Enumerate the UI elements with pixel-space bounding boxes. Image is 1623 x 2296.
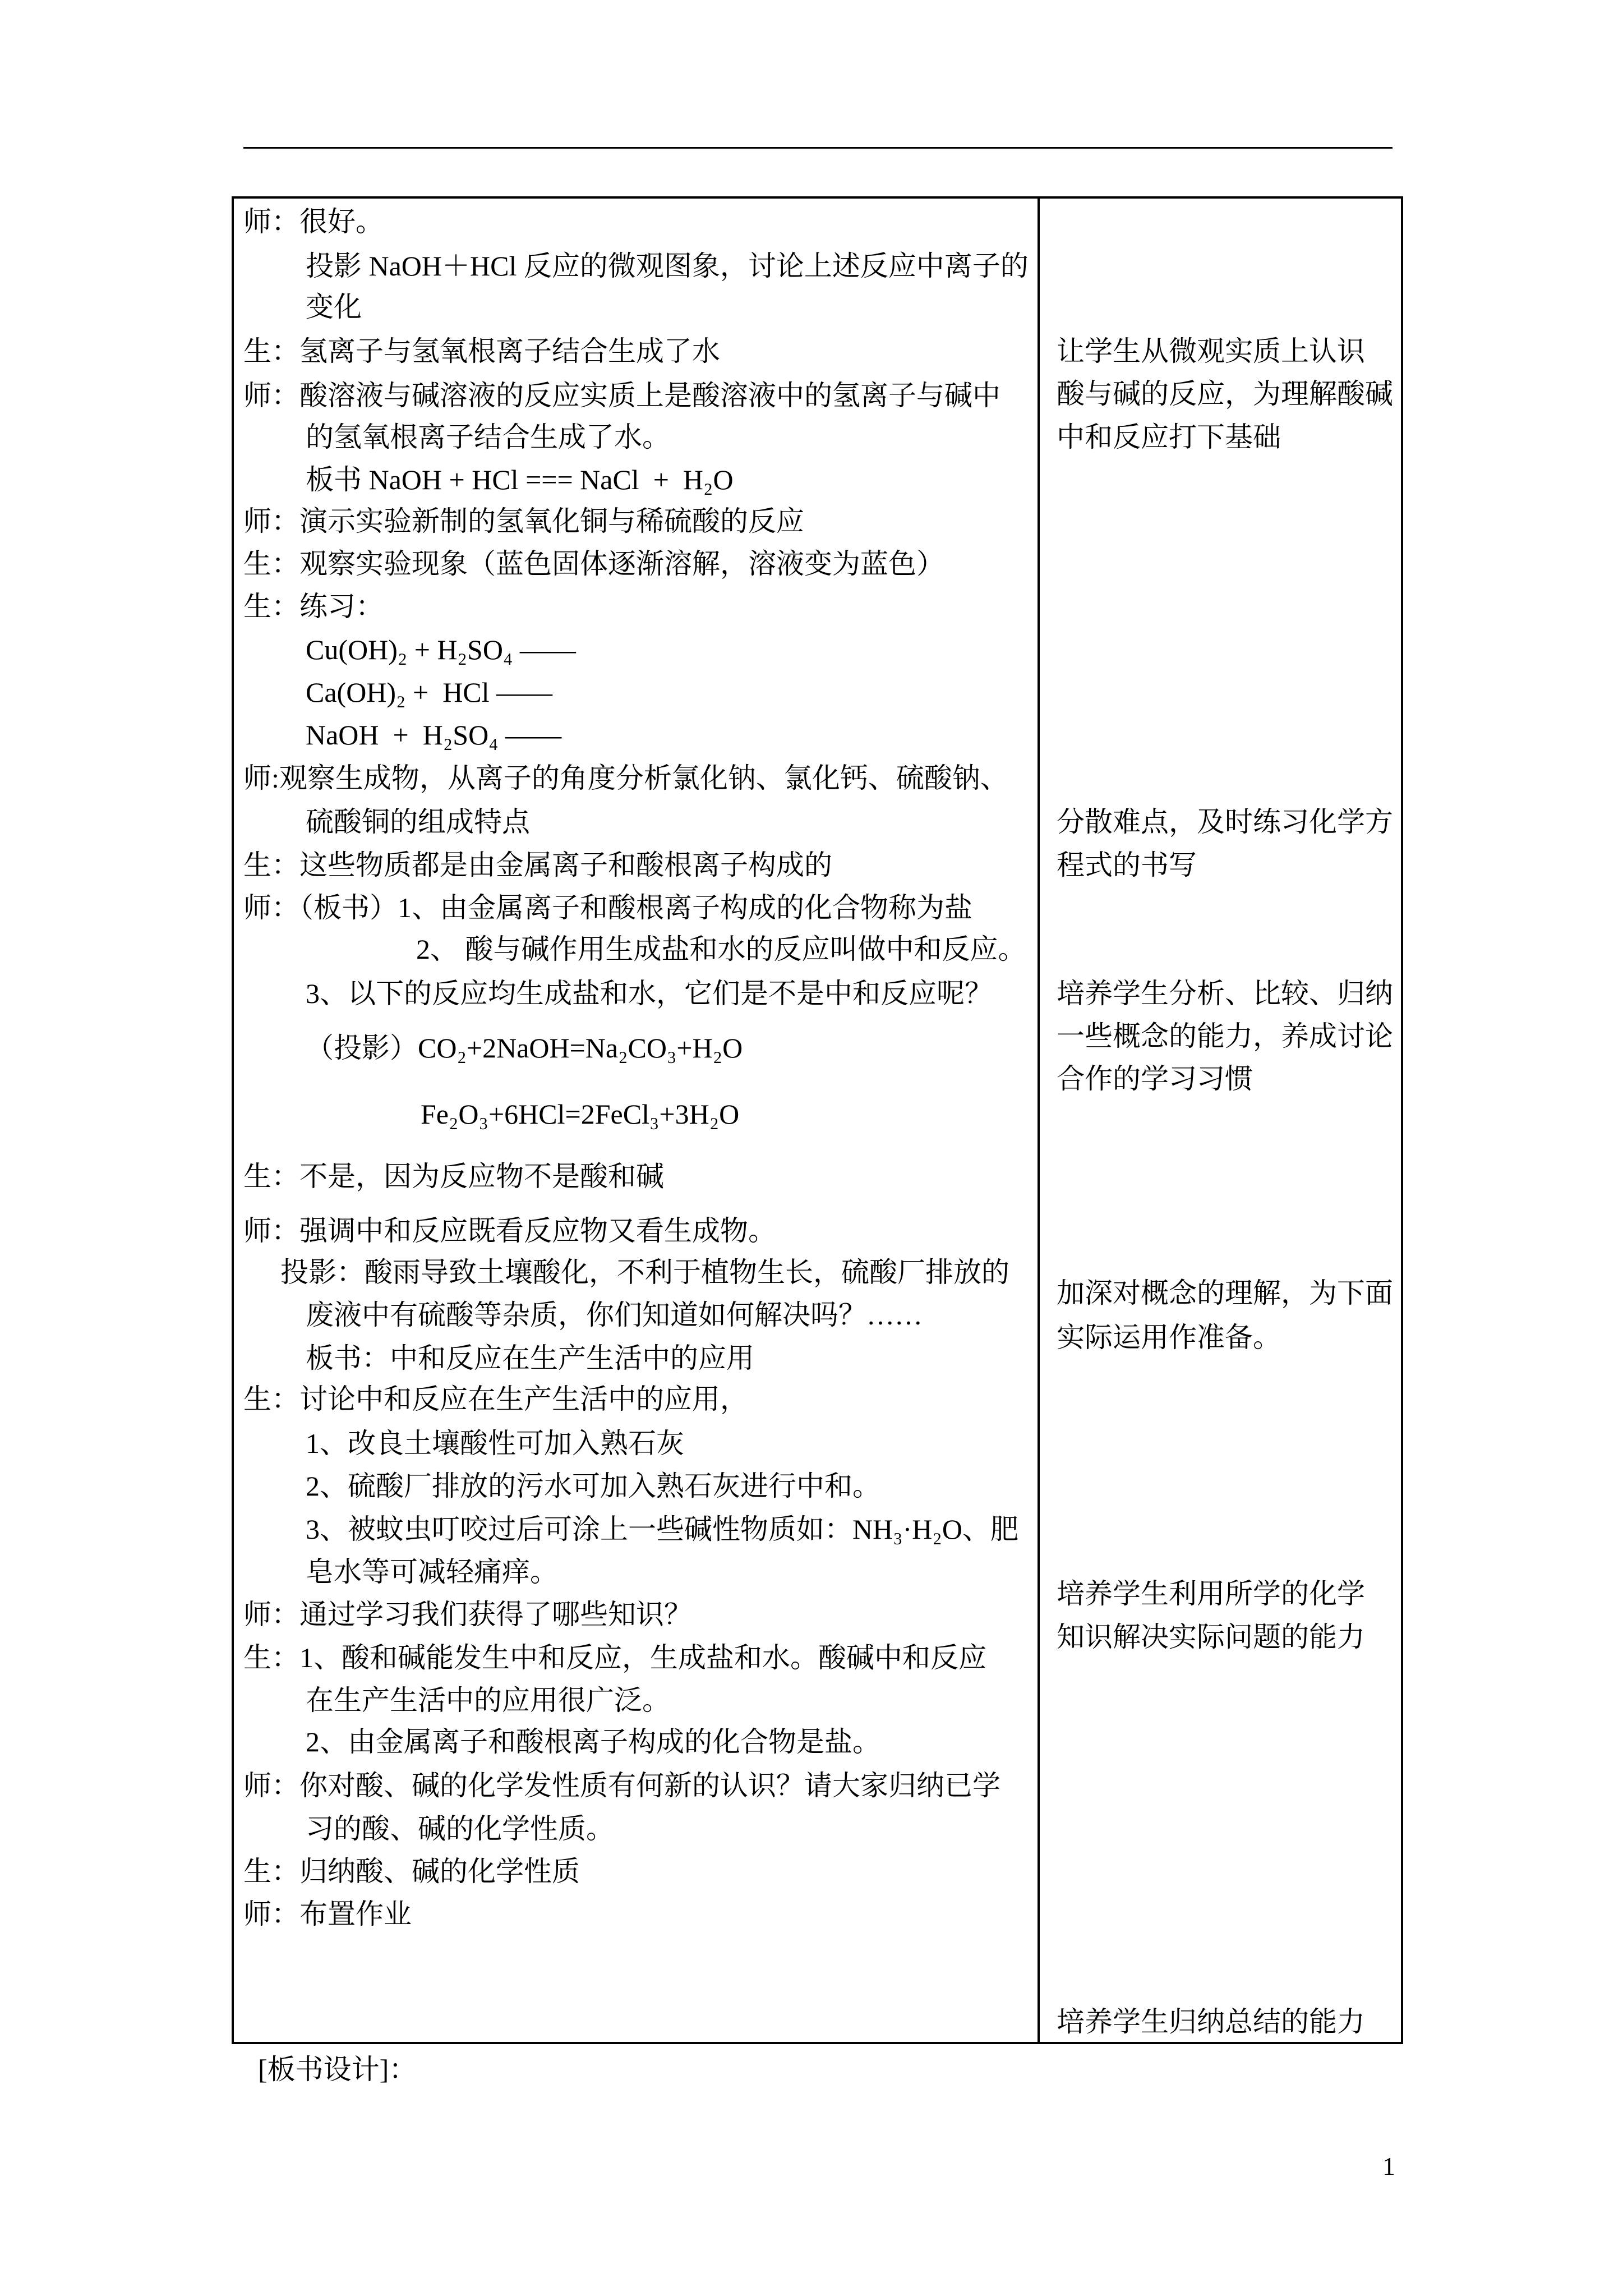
intent-note-line: 培养学生利用所学的化学 (1057, 1578, 1365, 1609)
process-line: 生：这些物质都是由金属离子和酸根离子构成的 (243, 849, 832, 881)
process-line: 变化 (306, 291, 362, 323)
process-line: 师：布置作业 (243, 1898, 412, 1930)
process-line: 3、以下的反应均生成盐和水，它们是不是中和反应呢？ (306, 978, 993, 1009)
process-line: 硫酸铜的组成特点 (306, 806, 530, 838)
process-line: 2、由金属离子和酸根离子构成的化合物是盐。 (306, 1726, 880, 1757)
process-line: 习的酸、碱的化学性质。 (306, 1813, 614, 1844)
process-line: 2、硫酸厂排放的污水可加入熟石灰进行中和。 (306, 1470, 880, 1502)
process-line: 1、改良土壤酸性可加入熟石灰 (306, 1428, 684, 1459)
process-line: Ca(OH)₂ + HCl —— (306, 677, 553, 708)
process-line: 师：强调中和反应既看反应物又看生成物。 (243, 1215, 776, 1246)
process-line: 生：讨论中和反应在生产生活中的应用， (243, 1383, 748, 1415)
process-line: NaOH + H₂SO₄ —— (306, 719, 562, 751)
intent-note-line: 中和反应打下基础 (1057, 421, 1281, 453)
header-rule (243, 147, 1393, 149)
process-line: 板书 NaOH + HCl === NaCl + H₂O (306, 464, 734, 495)
intent-note-line: 培养学生分析、比较、归纳 (1057, 978, 1393, 1009)
process-line: 皂水等可减轻痛痒。 (306, 1556, 558, 1588)
intent-note-line: 程式的书写 (1057, 849, 1197, 881)
process-line: 板书：中和反应在生产生活中的应用 (306, 1342, 754, 1374)
intent-note-line: 酸与碱的反应，为理解酸碱 (1057, 378, 1393, 409)
process-line: Fe₂O₃+6HCl=2FeCl₃+3H₂O (421, 1098, 740, 1130)
column-divider (1038, 196, 1040, 2044)
page-number: 1 (1382, 2152, 1395, 2180)
process-line: 师：很好。 (243, 206, 384, 237)
process-line: 2、 酸与碱作用生成盐和水的反应叫做中和反应。 (416, 933, 1026, 965)
process-line: 投影 NaOH＋HCl 反应的微观图象，讨论上述反应中离子的 (306, 250, 1029, 282)
intent-note-line: 一些概念的能力，养成讨论 (1057, 1020, 1393, 1052)
process-line: 生：观察实验现象（蓝色固体逐渐溶解，溶液变为蓝色） (243, 548, 944, 579)
process-line: 生：氢离子与氢氧根离子结合生成了水 (243, 335, 720, 367)
process-line: （投影）CO₂+2NaOH=Na₂CO₃+H₂O (306, 1032, 743, 1064)
intent-note-line: 知识解决实际问题的能力 (1057, 1621, 1365, 1653)
intent-note-line: 分散难点，及时练习化学方 (1057, 806, 1393, 838)
process-line: Cu(OH)₂ + H₂SO₄ —— (306, 634, 576, 665)
process-line: 师：你对酸、碱的化学发性质有何新的认识？请大家归纳已学 (243, 1770, 1000, 1801)
process-line: 师：演示实验新制的氢氧化铜与稀硫酸的反应 (243, 505, 804, 537)
board-design-label: [板书设计]： (258, 2054, 417, 2085)
intent-note-line: 培养学生归纳总结的能力 (1057, 2006, 1365, 2037)
process-line: 生：1、酸和碱能发生中和反应，生成盐和水。酸碱中和反应 (243, 1642, 986, 1673)
process-line: 师：通过学习我们获得了哪些知识？ (243, 1599, 692, 1630)
intent-note-line: 加深对概念的理解，为下面 (1057, 1277, 1393, 1309)
process-line: 师：酸溶液与碱溶液的反应实质上是酸溶液中的氢离子与碱中 (243, 380, 1000, 411)
process-line: 3、被蚊虫叮咬过后可涂上一些碱性物质如：NH₃·H₂O、肥 (306, 1513, 1018, 1545)
process-line: 生：练习： (243, 591, 384, 622)
process-line: 废液中有硫酸等杂质，你们知道如何解决吗？…… (306, 1299, 923, 1331)
intent-note-line: 让学生从微观实质上认识 (1057, 335, 1365, 367)
process-line: 师:观察生成物，从离子的角度分析氯化钠、氯化钙、硫酸钠、 (243, 762, 1008, 794)
process-line: 在生产生活中的应用很广泛。 (306, 1685, 670, 1716)
process-line: 生：不是，因为反应物不是酸和碱 (243, 1161, 664, 1192)
process-line: 生：归纳酸、碱的化学性质 (243, 1856, 580, 1887)
process-line: 投影：酸雨导致土壤酸化，不利于植物生长，硫酸厂排放的 (280, 1257, 1009, 1288)
intent-note-line: 实际运用作准备。 (1057, 1322, 1281, 1353)
intent-note-line: 合作的学习习惯 (1057, 1063, 1253, 1094)
process-line: 的氢氧根离子结合生成了水。 (306, 421, 670, 453)
process-line: 师：（板书）1、由金属离子和酸根离子构成的化合物称为盐 (243, 892, 972, 923)
